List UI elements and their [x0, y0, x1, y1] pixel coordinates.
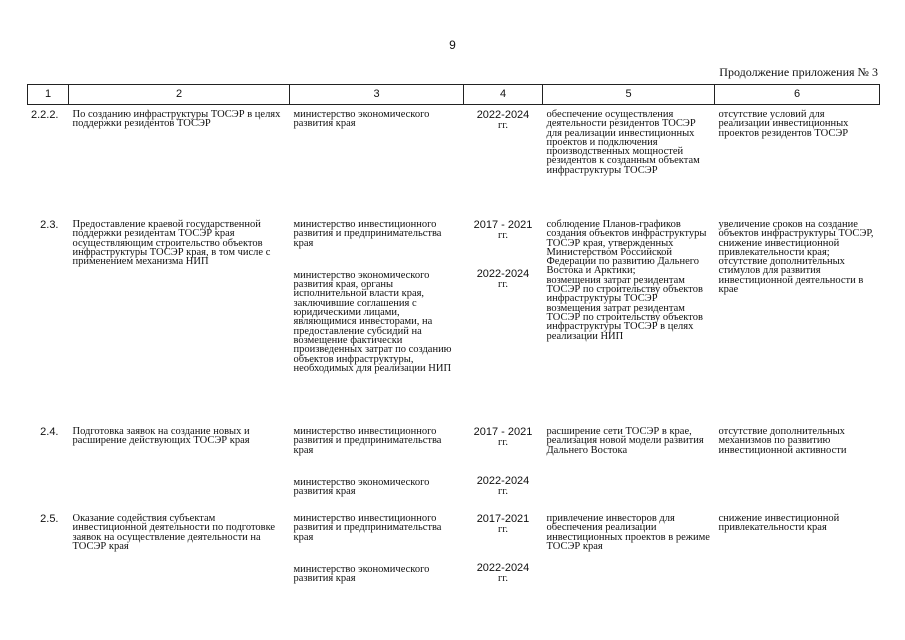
- table-header-row: [28, 85, 880, 105]
- period: [464, 220, 543, 427]
- consequence: снижение инвестиционной привлекательности края: [718, 513, 840, 534]
- measure-name: Подготовка заявок на создание новых и расширение действующих ТОСЭР края: [72, 426, 250, 447]
- row-number: 2.5.: [40, 513, 59, 525]
- expected-result: возмещения затрат резидентам ТОСЭР по строительству объектов инфраструктуры ТОСЭР: [546, 274, 703, 305]
- table-row: [28, 514, 880, 614]
- column-header: 6: [715, 85, 880, 105]
- period-suffix: гг.: [497, 437, 509, 448]
- period-years: 2022-2024: [476, 268, 530, 281]
- executor-cell: [290, 514, 464, 614]
- executor: министерство экономического развития края: [293, 563, 430, 585]
- executor: министерство экономического развития края, органы исполнительной власти края, заключившие соглашения с юридическими лицами, являющимися инвесторами, на предоставление субсидий на возмещение фактически произведенных затрат по созданию объектов инфраструктуры, необходимых для реализации НИП: [293, 269, 452, 374]
- column-header: 5: [543, 85, 715, 105]
- continuation-label: Продолжение приложения № 3: [719, 65, 878, 79]
- expected-result: возмещения затрат резидентам ТОСЭР по строительству объектов инфраструктуры ТОСЭР в целях реализации НИП: [546, 302, 703, 342]
- page-number: 9: [449, 38, 456, 52]
- period-years: 2022-2024: [476, 475, 530, 488]
- expected-result-cell: [543, 220, 715, 427]
- executor: министерство инвестиционного развития и предпринимательства края: [293, 426, 442, 456]
- row-number: 2.4.: [40, 426, 59, 438]
- executor: министерство инвестиционного развития и предпринимательства края: [293, 513, 442, 543]
- executor-cell: [290, 427, 464, 514]
- expected-result: соблюдение Планов-графиков создания объектов инфраструктуры ТОСЭР края, утвержденных Министерством Российской Федерации по развитию Дальнего Востока и Арктики;: [546, 219, 707, 277]
- period: [464, 514, 543, 614]
- period: [464, 105, 543, 221]
- expected-result: привлечение инвесторов для обеспечения реализации инвестиционных проектов в режиме ТОСЭР края: [546, 513, 710, 552]
- column-header: 2: [69, 85, 290, 105]
- expected-result: обеспечение осуществления деятельности резидентов ТОСЭР для реализации инвестиционных проектов и подключения производственных мощностей резидентов к созданным объектам инфраструктуры ТОСЭР: [546, 109, 700, 176]
- measure-name: По созданию инфраструктуры ТОСЭР в целях поддержки резидентов ТОСЭР: [72, 109, 281, 130]
- executor: министерство экономического развития края: [293, 109, 430, 130]
- table-row: [28, 220, 880, 427]
- period-suffix: гг.: [497, 573, 509, 585]
- period-suffix: гг.: [497, 279, 509, 291]
- period-years: 2017 - 2021: [473, 426, 533, 438]
- table-row: [28, 105, 880, 221]
- executor: министерство экономического развития края: [293, 476, 430, 498]
- row-number: 2.2.2.: [30, 109, 59, 121]
- measures-table: [27, 84, 880, 614]
- executor: министерство инвестиционного развития и предпринимательства края: [293, 219, 442, 249]
- period-years: 2017-2021: [476, 513, 530, 525]
- consequence: отсутствие дополнительных стимулов для развития инвестиционной деятельности в крае: [718, 256, 864, 296]
- expected-result: расширение сети ТОСЭР в крае, реализация новой модели развития Дальнего Востока: [546, 426, 704, 456]
- period: [464, 427, 543, 514]
- period-years: 2017 - 2021: [473, 219, 533, 231]
- column-header: 4: [464, 85, 543, 105]
- consequence-cell: [715, 220, 880, 427]
- consequence: отсутствие условий для реализации инвестиционных проектов резидентов ТОСЭР: [718, 109, 849, 139]
- table-row: [28, 427, 880, 514]
- period-suffix: гг.: [497, 524, 509, 535]
- measure-name: Оказание содействия субъектам инвестиционной деятельности по подготовке заявок на осуществление деятельности на ТОСЭР края: [72, 513, 276, 552]
- period-suffix: гг.: [497, 486, 509, 498]
- period-years: 2022-2024: [476, 109, 530, 121]
- executor-cell: [290, 220, 464, 427]
- row-number: 2.3.: [40, 219, 59, 231]
- measure-name: Предоставление краевой государственной поддержки резидентам ТОСЭР края осуществляющим строительство объектов инфраструктуры ТОСЭР края, в том числе с применением механизма НИП: [72, 219, 271, 268]
- consequence: отсутствие дополнительных механизмов по развитию инвестиционной активности: [718, 426, 847, 456]
- period-suffix: гг.: [497, 230, 509, 241]
- consequence: увеличение сроков на создание объектов инфраструктуры ТОСЭР, снижение инвестиционной привлекательности края;: [718, 219, 874, 258]
- column-header: 3: [290, 85, 464, 105]
- period-suffix: гг.: [497, 120, 509, 131]
- period-years: 2022-2024: [476, 562, 530, 575]
- column-header: 1: [28, 85, 69, 105]
